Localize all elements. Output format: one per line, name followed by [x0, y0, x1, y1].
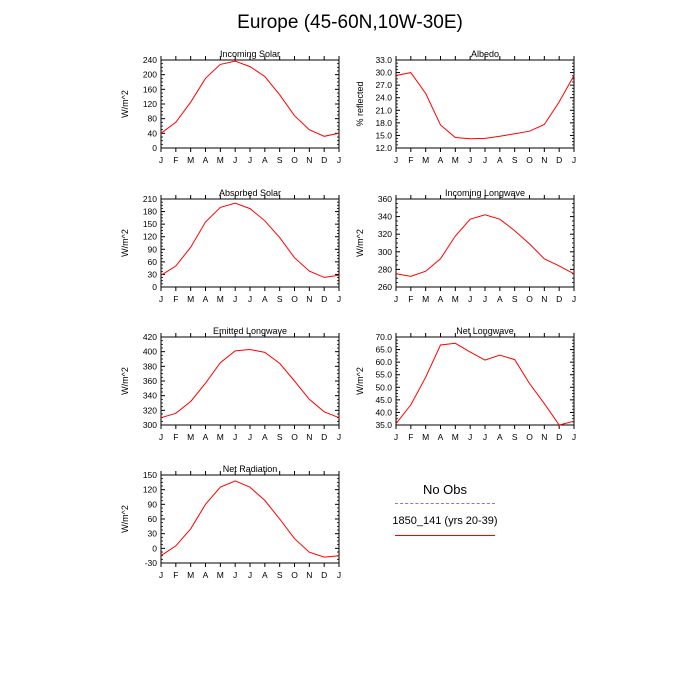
albedo-panel	[348, 44, 588, 174]
legend-model-line	[395, 535, 495, 536]
y-tick-label: 240	[142, 55, 157, 65]
chart-title: Net Radiation	[222, 464, 278, 474]
chart-title: Net Longwave	[456, 326, 514, 336]
legend-obs-label: No Obs	[422, 482, 468, 497]
y-tick-label: 420	[142, 332, 157, 342]
y-tick-label: 0	[152, 282, 157, 292]
plot-frame	[161, 60, 339, 148]
x-tick-label: J	[336, 294, 342, 304]
y-tick-label: -30	[144, 558, 157, 568]
chart-title: Emitted Longwave	[212, 326, 288, 336]
x-tick-label: D	[556, 155, 563, 165]
y-tick-label: 40.0	[375, 407, 392, 418]
x-tick-label: A	[202, 155, 209, 165]
plot-frame	[161, 337, 339, 425]
net-longwave-panel	[348, 321, 588, 451]
x-tick-label: J	[158, 570, 164, 580]
series-line	[161, 481, 339, 557]
x-tick-label: A	[202, 570, 209, 580]
x-tick-label: J	[571, 294, 577, 304]
x-tick-label: N	[306, 155, 313, 165]
y-tick-label: 340	[142, 390, 157, 401]
y-tick-label: 360	[142, 376, 157, 386]
x-tick-label: O	[526, 155, 533, 165]
x-tick-label: D	[321, 294, 328, 304]
x-tick-label: S	[511, 155, 518, 165]
x-tick-label: O	[291, 155, 298, 165]
x-tick-label: J	[571, 432, 577, 442]
x-tick-label: J	[158, 432, 164, 442]
y-tick-label: 300	[142, 420, 157, 430]
chart-title: Albedo	[470, 49, 500, 59]
plot-frame	[161, 199, 339, 287]
y-axis-label: % reflected	[355, 81, 365, 127]
x-tick-label: A	[261, 294, 268, 304]
x-tick-label: D	[321, 570, 328, 580]
y-tick-label: 60	[147, 256, 157, 267]
y-tick-label: 0	[152, 143, 157, 153]
y-tick-label: 380	[142, 361, 157, 372]
y-tick-label: 120	[142, 484, 157, 495]
x-tick-label: J	[336, 570, 342, 580]
y-tick-label: 200	[142, 69, 157, 80]
x-tick-label: D	[321, 155, 328, 165]
y-axis-label: W/m^2	[120, 367, 130, 395]
x-tick-label: O	[526, 432, 533, 442]
x-tick-label: J	[393, 155, 399, 165]
y-tick-label: 400	[142, 346, 157, 357]
x-tick-label: M	[216, 155, 224, 165]
y-tick-label: 60	[147, 514, 157, 524]
series-line	[161, 350, 339, 418]
x-tick-label: J	[158, 155, 164, 165]
y-tick-label: 120	[142, 99, 157, 109]
y-tick-label: 35.0	[375, 420, 392, 430]
chart-title: Incoming Solar	[219, 49, 281, 59]
y-tick-label: 40	[147, 128, 157, 139]
x-tick-label: J	[468, 294, 473, 304]
y-tick-label: 150	[142, 470, 157, 480]
y-tick-label: 45.0	[375, 394, 392, 405]
legend	[385, 480, 505, 550]
x-tick-label: F	[173, 155, 179, 165]
x-tick-label: A	[437, 432, 444, 442]
x-tick-label: F	[173, 570, 179, 580]
x-tick-label: D	[556, 432, 563, 442]
plot-frame	[396, 60, 574, 148]
incoming-solar-panel	[113, 44, 353, 174]
x-tick-label: A	[261, 155, 268, 165]
y-tick-label: 27.0	[375, 80, 392, 91]
y-tick-label: 30	[147, 528, 157, 539]
y-tick-label: 280	[377, 264, 392, 275]
x-tick-label: F	[408, 432, 414, 442]
x-tick-label: J	[482, 294, 488, 304]
y-tick-label: 300	[377, 246, 392, 257]
x-tick-label: J	[468, 155, 473, 165]
x-tick-label: D	[321, 432, 328, 442]
x-tick-label: A	[202, 432, 209, 442]
x-tick-label: M	[187, 570, 195, 580]
y-axis-label: W/m^2	[355, 367, 365, 395]
x-tick-label: N	[541, 432, 548, 442]
x-tick-label: J	[233, 432, 238, 442]
absorbed-solar-panel	[113, 183, 353, 313]
x-tick-label: J	[482, 155, 488, 165]
x-tick-label: O	[291, 432, 298, 442]
y-tick-label: 340	[377, 211, 392, 222]
x-tick-label: M	[422, 155, 430, 165]
series-line	[396, 215, 574, 277]
x-tick-label: S	[276, 432, 283, 442]
x-tick-label: F	[173, 432, 179, 442]
x-tick-label: F	[408, 294, 414, 304]
y-axis-label: W/m^2	[120, 229, 130, 257]
y-axis-label: W/m^2	[120, 505, 130, 533]
series-line	[161, 203, 339, 277]
y-tick-label: 30	[147, 269, 157, 280]
series-line	[396, 73, 574, 139]
legend-model-label: 1850_141 (yrs 20-39)	[392, 515, 498, 527]
x-tick-label: N	[306, 432, 313, 442]
legend-obs-line	[395, 503, 495, 504]
x-tick-label: J	[336, 432, 342, 442]
x-tick-label: M	[187, 432, 195, 442]
emitted-longwave-panel	[113, 321, 353, 451]
x-tick-label: M	[187, 294, 195, 304]
y-tick-label: 160	[142, 84, 157, 95]
y-tick-label: 120	[142, 231, 157, 242]
x-tick-label: J	[233, 294, 238, 304]
x-tick-label: M	[422, 294, 430, 304]
series-line	[161, 61, 339, 136]
x-tick-label: A	[496, 155, 503, 165]
x-tick-label: S	[511, 294, 518, 304]
y-tick-label: 15.0	[375, 130, 392, 141]
y-tick-label: 65.0	[375, 344, 392, 355]
x-tick-label: F	[173, 294, 179, 304]
x-tick-label: M	[216, 570, 224, 580]
x-tick-label: M	[216, 294, 224, 304]
x-tick-label: N	[306, 294, 313, 304]
x-tick-label: J	[233, 570, 238, 580]
x-tick-label: J	[482, 432, 488, 442]
x-tick-label: S	[276, 570, 283, 580]
x-tick-label: J	[247, 432, 253, 442]
x-tick-label: N	[541, 294, 548, 304]
x-tick-label: J	[247, 155, 253, 165]
x-tick-label: F	[408, 155, 414, 165]
x-tick-label: J	[393, 432, 399, 442]
x-tick-label: J	[247, 570, 253, 580]
y-tick-label: 90	[147, 244, 157, 255]
plot-frame	[396, 199, 574, 287]
x-tick-label: M	[187, 155, 195, 165]
y-tick-label: 0	[152, 543, 157, 554]
x-tick-label: A	[261, 570, 268, 580]
x-tick-label: A	[202, 294, 209, 304]
x-tick-label: J	[158, 294, 164, 304]
y-tick-label: 33.0	[375, 55, 392, 65]
y-tick-label: 360	[377, 194, 392, 204]
x-tick-label: M	[451, 432, 459, 442]
x-tick-label: S	[276, 294, 283, 304]
y-tick-label: 50.0	[375, 382, 392, 393]
x-tick-label: J	[233, 155, 238, 165]
x-tick-label: M	[451, 155, 459, 165]
chart-title: Incoming Longwave	[444, 188, 526, 198]
plot-frame	[396, 337, 574, 425]
y-tick-label: 180	[142, 206, 157, 217]
x-tick-label: J	[393, 294, 399, 304]
series-line	[396, 343, 574, 425]
y-tick-label: 21.0	[375, 105, 392, 116]
x-tick-label: A	[437, 294, 444, 304]
x-tick-label: J	[336, 155, 342, 165]
y-tick-label: 60.0	[375, 357, 392, 368]
y-tick-label: 18.0	[375, 117, 392, 128]
plot-frame	[161, 475, 339, 563]
x-tick-label: M	[216, 432, 224, 442]
y-tick-label: 24.0	[375, 92, 392, 103]
y-tick-label: 90	[147, 499, 157, 510]
y-axis-label: W/m^2	[355, 229, 365, 257]
x-tick-label: J	[468, 432, 473, 442]
y-tick-label: 210	[142, 194, 157, 204]
x-tick-label: N	[306, 570, 313, 580]
x-tick-label: M	[422, 432, 430, 442]
y-tick-label: 30.0	[375, 67, 392, 78]
net-radiation-panel	[113, 459, 353, 589]
y-tick-label: 260	[377, 282, 392, 292]
y-axis-label: W/m^2	[120, 90, 130, 118]
x-tick-label: O	[291, 570, 298, 580]
y-tick-label: 70.0	[375, 332, 392, 342]
y-tick-label: 55.0	[375, 369, 392, 380]
x-tick-label: O	[291, 294, 298, 304]
x-tick-label: M	[451, 294, 459, 304]
x-tick-label: S	[276, 155, 283, 165]
x-tick-label: N	[541, 155, 548, 165]
x-tick-label: A	[437, 155, 444, 165]
y-tick-label: 150	[142, 219, 157, 230]
chart-title: Absorbed Solar	[218, 188, 282, 198]
x-tick-label: S	[511, 432, 518, 442]
y-tick-label: 12.0	[375, 143, 392, 153]
page-title: Europe (45-60N,10W-30E)	[237, 12, 463, 33]
y-tick-label: 320	[377, 229, 392, 240]
y-tick-label: 320	[142, 405, 157, 416]
x-tick-label: D	[556, 294, 563, 304]
x-tick-label: J	[247, 294, 253, 304]
x-tick-label: A	[261, 432, 268, 442]
x-tick-label: O	[526, 294, 533, 304]
x-tick-label: J	[571, 155, 577, 165]
x-tick-label: A	[496, 432, 503, 442]
incoming-longwave-panel	[348, 183, 588, 313]
y-tick-label: 80	[147, 113, 157, 124]
x-tick-label: A	[496, 294, 503, 304]
